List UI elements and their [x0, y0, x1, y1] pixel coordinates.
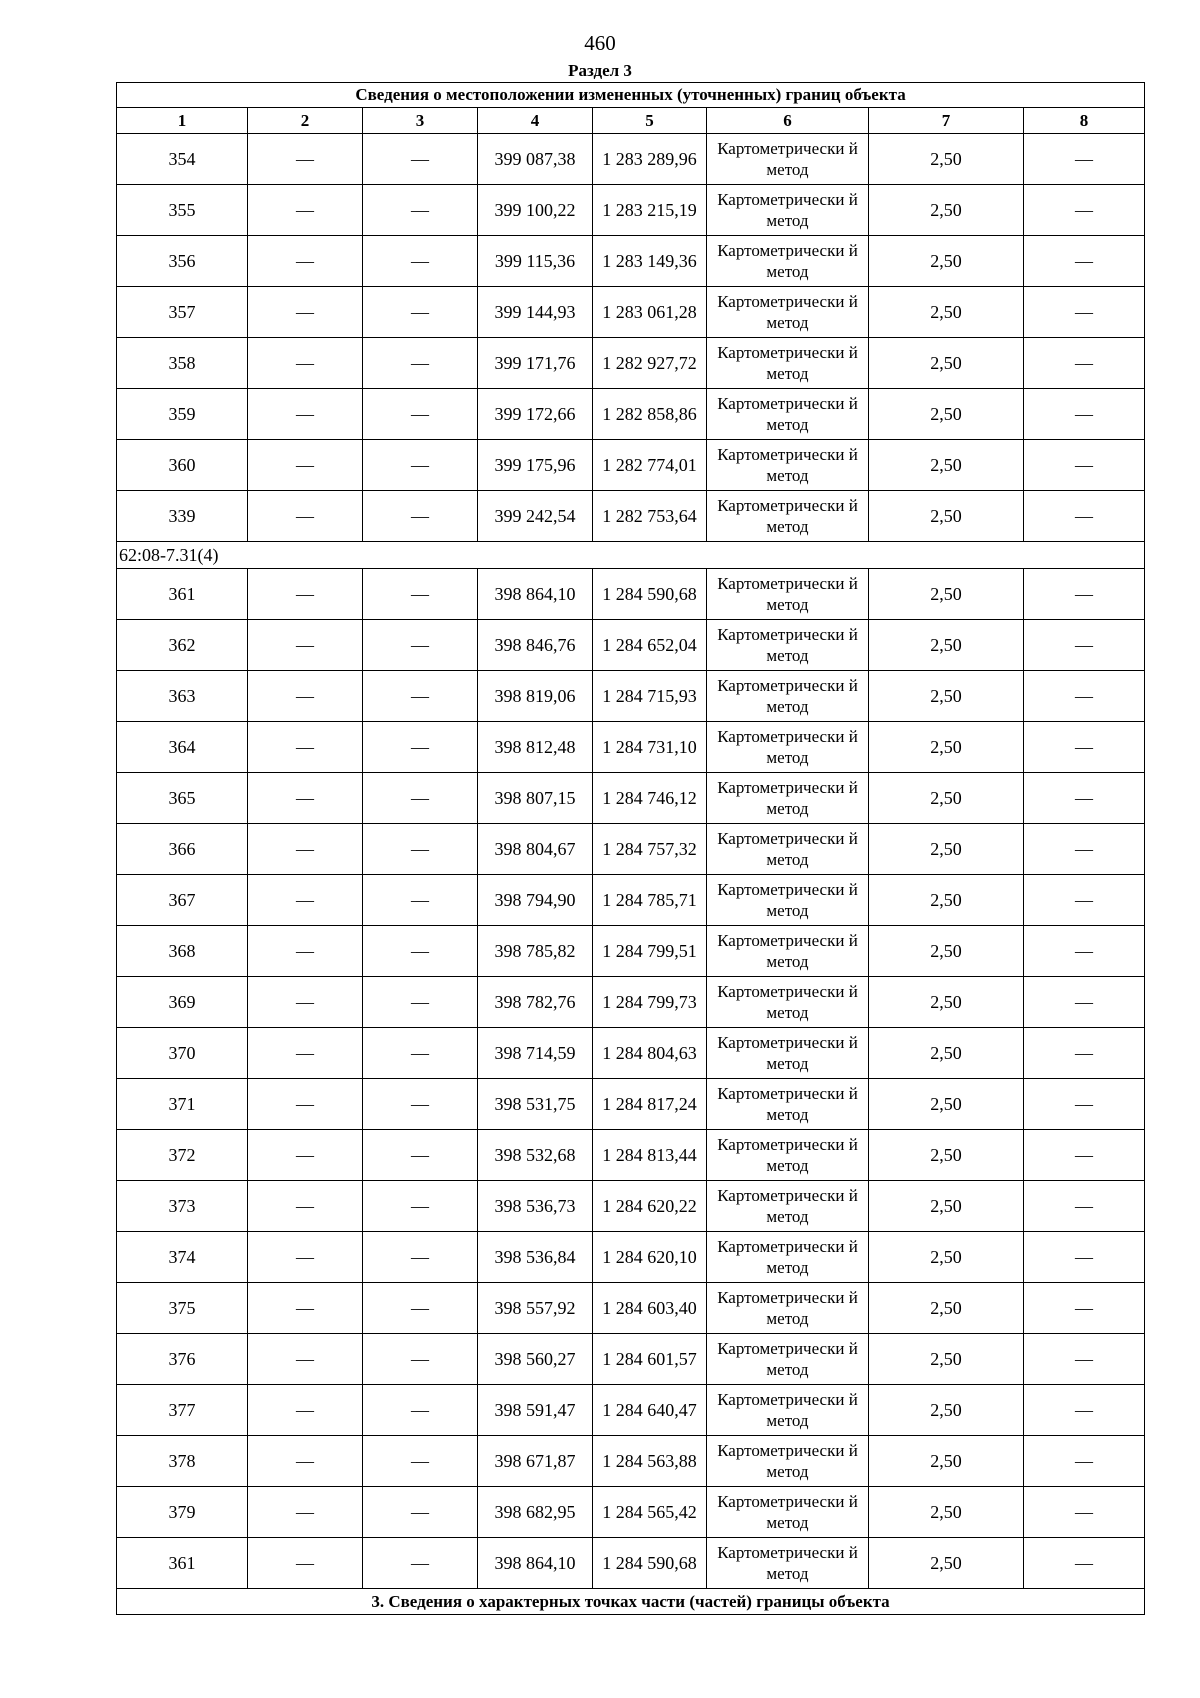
- point-number-cell: 375: [117, 1283, 248, 1334]
- y-coordinate-cell: 1 284 799,51: [593, 926, 707, 977]
- x-coordinate-cell: 398 864,10: [478, 569, 593, 620]
- column-number: 6: [707, 108, 869, 134]
- column-8-cell: —: [1024, 236, 1145, 287]
- column-8-cell: —: [1024, 338, 1145, 389]
- y-coordinate-cell: 1 284 601,57: [593, 1334, 707, 1385]
- y-coordinate-cell: 1 284 785,71: [593, 875, 707, 926]
- x-coordinate-cell: 398 864,10: [478, 1538, 593, 1589]
- method-cell: Картометрически й метод: [707, 773, 869, 824]
- column-8-cell: —: [1024, 440, 1145, 491]
- column-2-cell: —: [248, 569, 363, 620]
- point-number-cell: 376: [117, 1334, 248, 1385]
- y-coordinate-cell: 1 283 149,36: [593, 236, 707, 287]
- column-8-cell: —: [1024, 1487, 1145, 1538]
- table-row: [117, 185, 1145, 236]
- method-cell: Картометрически й метод: [707, 1079, 869, 1130]
- column-3-cell: —: [363, 389, 478, 440]
- method-cell: Картометрически й метод: [707, 671, 869, 722]
- table-row: [117, 977, 1145, 1028]
- point-number-cell: 365: [117, 773, 248, 824]
- column-3-cell: —: [363, 491, 478, 542]
- accuracy-cell: 2,50: [869, 1079, 1024, 1130]
- column-3-cell: —: [363, 620, 478, 671]
- y-coordinate-cell: 1 284 804,63: [593, 1028, 707, 1079]
- y-coordinate-cell: 1 282 753,64: [593, 491, 707, 542]
- boundary-coordinates-table: [116, 82, 1145, 1615]
- method-cell: Картометрически й метод: [707, 569, 869, 620]
- point-number-cell: 373: [117, 1181, 248, 1232]
- column-2-cell: —: [248, 1487, 363, 1538]
- column-8-cell: —: [1024, 1079, 1145, 1130]
- column-2-cell: —: [248, 134, 363, 185]
- table-caption-row: [117, 83, 1145, 108]
- point-number-cell: 362: [117, 620, 248, 671]
- column-2-cell: —: [248, 824, 363, 875]
- column-2-cell: —: [248, 185, 363, 236]
- column-2-cell: —: [248, 1130, 363, 1181]
- x-coordinate-cell: 399 242,54: [478, 491, 593, 542]
- column-2-cell: —: [248, 338, 363, 389]
- x-coordinate-cell: 398 671,87: [478, 1436, 593, 1487]
- y-coordinate-cell: 1 284 731,10: [593, 722, 707, 773]
- x-coordinate-cell: 398 782,76: [478, 977, 593, 1028]
- accuracy-cell: 2,50: [869, 491, 1024, 542]
- column-2-cell: —: [248, 926, 363, 977]
- accuracy-cell: 2,50: [869, 1436, 1024, 1487]
- y-coordinate-cell: 1 282 858,86: [593, 389, 707, 440]
- accuracy-cell: 2,50: [869, 287, 1024, 338]
- table-row: [117, 875, 1145, 926]
- y-coordinate-cell: 1 284 746,12: [593, 773, 707, 824]
- accuracy-cell: 2,50: [869, 722, 1024, 773]
- method-cell: Картометрически й метод: [707, 824, 869, 875]
- column-3-cell: —: [363, 1079, 478, 1130]
- column-8-cell: —: [1024, 287, 1145, 338]
- y-coordinate-cell: 1 284 603,40: [593, 1283, 707, 1334]
- column-2-cell: —: [248, 1385, 363, 1436]
- method-cell: Картометрически й метод: [707, 1130, 869, 1181]
- x-coordinate-cell: 399 175,96: [478, 440, 593, 491]
- column-8-cell: —: [1024, 185, 1145, 236]
- point-number-cell: 361: [117, 569, 248, 620]
- column-3-cell: —: [363, 1436, 478, 1487]
- accuracy-cell: 2,50: [869, 1130, 1024, 1181]
- column-8-cell: —: [1024, 824, 1145, 875]
- table-row: [117, 1334, 1145, 1385]
- column-2-cell: —: [248, 1283, 363, 1334]
- parcel-group-row: [117, 542, 1145, 569]
- column-8-cell: —: [1024, 1385, 1145, 1436]
- table-row: [117, 134, 1145, 185]
- y-coordinate-cell: 1 284 715,93: [593, 671, 707, 722]
- accuracy-cell: 2,50: [869, 926, 1024, 977]
- method-cell: Картометрически й метод: [707, 1538, 869, 1589]
- column-3-cell: —: [363, 1334, 478, 1385]
- x-coordinate-cell: 398 846,76: [478, 620, 593, 671]
- table-row: [117, 1436, 1145, 1487]
- column-8-cell: —: [1024, 1334, 1145, 1385]
- accuracy-cell: 2,50: [869, 389, 1024, 440]
- column-2-cell: —: [248, 287, 363, 338]
- table-row: [117, 569, 1145, 620]
- method-cell: Картометрически й метод: [707, 1487, 869, 1538]
- column-3-cell: —: [363, 1538, 478, 1589]
- accuracy-cell: 2,50: [869, 185, 1024, 236]
- column-8-cell: —: [1024, 1232, 1145, 1283]
- column-2-cell: —: [248, 722, 363, 773]
- column-number: 8: [1024, 108, 1145, 134]
- column-2-cell: —: [248, 773, 363, 824]
- column-number-row: [117, 108, 1145, 134]
- table-row: [117, 1385, 1145, 1436]
- column-3-cell: —: [363, 1028, 478, 1079]
- column-3-cell: —: [363, 773, 478, 824]
- column-3-cell: —: [363, 1181, 478, 1232]
- method-cell: Картометрически й метод: [707, 491, 869, 542]
- method-cell: Картометрически й метод: [707, 338, 869, 389]
- y-coordinate-cell: 1 284 563,88: [593, 1436, 707, 1487]
- column-3-cell: —: [363, 1130, 478, 1181]
- point-number-cell: 369: [117, 977, 248, 1028]
- column-8-cell: —: [1024, 671, 1145, 722]
- point-number-cell: 372: [117, 1130, 248, 1181]
- y-coordinate-cell: 1 284 813,44: [593, 1130, 707, 1181]
- point-number-cell: 366: [117, 824, 248, 875]
- y-coordinate-cell: 1 282 774,01: [593, 440, 707, 491]
- accuracy-cell: 2,50: [869, 440, 1024, 491]
- column-number: 5: [593, 108, 707, 134]
- page-number: 460: [584, 31, 616, 55]
- section-title: Раздел 3: [568, 61, 632, 80]
- accuracy-cell: 2,50: [869, 620, 1024, 671]
- y-coordinate-cell: 1 284 620,10: [593, 1232, 707, 1283]
- y-coordinate-cell: 1 284 590,68: [593, 1538, 707, 1589]
- table-row: [117, 1232, 1145, 1283]
- x-coordinate-cell: 399 171,76: [478, 338, 593, 389]
- point-number-cell: 363: [117, 671, 248, 722]
- method-cell: Картометрически й метод: [707, 1436, 869, 1487]
- table-row: [117, 236, 1145, 287]
- column-8-cell: —: [1024, 569, 1145, 620]
- table-caption: Сведения о местоположении измененных (уточненных) границ объекта: [117, 83, 1145, 108]
- column-3-cell: —: [363, 926, 478, 977]
- column-8-cell: —: [1024, 926, 1145, 977]
- accuracy-cell: 2,50: [869, 977, 1024, 1028]
- point-number-cell: 371: [117, 1079, 248, 1130]
- column-3-cell: —: [363, 824, 478, 875]
- accuracy-cell: 2,50: [869, 875, 1024, 926]
- column-8-cell: —: [1024, 620, 1145, 671]
- accuracy-cell: 2,50: [869, 134, 1024, 185]
- column-number: 7: [869, 108, 1024, 134]
- y-coordinate-cell: 1 283 061,28: [593, 287, 707, 338]
- point-number-cell: 356: [117, 236, 248, 287]
- point-number-cell: 357: [117, 287, 248, 338]
- column-8-cell: —: [1024, 875, 1145, 926]
- point-number-cell: 378: [117, 1436, 248, 1487]
- column-number: 3: [363, 108, 478, 134]
- accuracy-cell: 2,50: [869, 1181, 1024, 1232]
- column-3-cell: —: [363, 1232, 478, 1283]
- column-8-cell: —: [1024, 491, 1145, 542]
- y-coordinate-cell: 1 282 927,72: [593, 338, 707, 389]
- column-3-cell: —: [363, 1385, 478, 1436]
- column-2-cell: —: [248, 1538, 363, 1589]
- accuracy-cell: 2,50: [869, 1232, 1024, 1283]
- method-cell: Картометрически й метод: [707, 875, 869, 926]
- column-8-cell: —: [1024, 977, 1145, 1028]
- column-2-cell: —: [248, 1028, 363, 1079]
- table-row: [117, 1487, 1145, 1538]
- column-2-cell: —: [248, 620, 363, 671]
- x-coordinate-cell: 398 714,59: [478, 1028, 593, 1079]
- column-8-cell: —: [1024, 134, 1145, 185]
- accuracy-cell: 2,50: [869, 1487, 1024, 1538]
- accuracy-cell: 2,50: [869, 1028, 1024, 1079]
- accuracy-cell: 2,50: [869, 1334, 1024, 1385]
- point-number-cell: 367: [117, 875, 248, 926]
- table-row: [117, 287, 1145, 338]
- column-8-cell: —: [1024, 773, 1145, 824]
- table-row: [117, 1181, 1145, 1232]
- point-number-cell: 364: [117, 722, 248, 773]
- y-coordinate-cell: 1 284 757,32: [593, 824, 707, 875]
- accuracy-cell: 2,50: [869, 1283, 1024, 1334]
- x-coordinate-cell: 399 115,36: [478, 236, 593, 287]
- accuracy-cell: 2,50: [869, 338, 1024, 389]
- method-cell: Картометрически й метод: [707, 1232, 869, 1283]
- table-footer-heading: 3. Сведения о характерных точках части (частей) границы объекта: [117, 1589, 1145, 1615]
- point-number-cell: 358: [117, 338, 248, 389]
- accuracy-cell: 2,50: [869, 773, 1024, 824]
- table-row: [117, 338, 1145, 389]
- accuracy-cell: 2,50: [869, 824, 1024, 875]
- y-coordinate-cell: 1 284 799,73: [593, 977, 707, 1028]
- y-coordinate-cell: 1 284 565,42: [593, 1487, 707, 1538]
- column-2-cell: —: [248, 1334, 363, 1385]
- column-number: 4: [478, 108, 593, 134]
- column-number: 1: [117, 108, 248, 134]
- table-row: [117, 722, 1145, 773]
- point-number-cell: 368: [117, 926, 248, 977]
- accuracy-cell: 2,50: [869, 671, 1024, 722]
- column-3-cell: —: [363, 1487, 478, 1538]
- method-cell: Картометрически й метод: [707, 1385, 869, 1436]
- y-coordinate-cell: 1 283 215,19: [593, 185, 707, 236]
- point-number-cell: 361: [117, 1538, 248, 1589]
- point-number-cell: 370: [117, 1028, 248, 1079]
- table-row: [117, 671, 1145, 722]
- column-3-cell: —: [363, 440, 478, 491]
- column-3-cell: —: [363, 134, 478, 185]
- column-2-cell: —: [248, 875, 363, 926]
- table-row: [117, 1538, 1145, 1589]
- x-coordinate-cell: 399 100,22: [478, 185, 593, 236]
- column-3-cell: —: [363, 338, 478, 389]
- table-footer-row: [117, 1589, 1145, 1615]
- column-3-cell: —: [363, 1283, 478, 1334]
- column-2-cell: —: [248, 440, 363, 491]
- column-2-cell: —: [248, 1181, 363, 1232]
- column-3-cell: —: [363, 287, 478, 338]
- column-8-cell: —: [1024, 389, 1145, 440]
- y-coordinate-cell: 1 284 620,22: [593, 1181, 707, 1232]
- column-2-cell: —: [248, 1232, 363, 1283]
- point-number-cell: 359: [117, 389, 248, 440]
- table-row: [117, 1079, 1145, 1130]
- column-8-cell: —: [1024, 1130, 1145, 1181]
- accuracy-cell: 2,50: [869, 1385, 1024, 1436]
- x-coordinate-cell: 398 560,27: [478, 1334, 593, 1385]
- column-2-cell: —: [248, 1079, 363, 1130]
- x-coordinate-cell: 398 536,84: [478, 1232, 593, 1283]
- method-cell: Картометрически й метод: [707, 1181, 869, 1232]
- column-2-cell: —: [248, 1436, 363, 1487]
- method-cell: Картометрически й метод: [707, 620, 869, 671]
- x-coordinate-cell: 398 794,90: [478, 875, 593, 926]
- accuracy-cell: 2,50: [869, 569, 1024, 620]
- point-number-cell: 354: [117, 134, 248, 185]
- x-coordinate-cell: 398 804,67: [478, 824, 593, 875]
- method-cell: Картометрически й метод: [707, 440, 869, 491]
- table-row: [117, 926, 1145, 977]
- x-coordinate-cell: 399 172,66: [478, 389, 593, 440]
- x-coordinate-cell: 398 807,15: [478, 773, 593, 824]
- x-coordinate-cell: 398 557,92: [478, 1283, 593, 1334]
- method-cell: Картометрически й метод: [707, 389, 869, 440]
- x-coordinate-cell: 398 532,68: [478, 1130, 593, 1181]
- x-coordinate-cell: 398 531,75: [478, 1079, 593, 1130]
- column-2-cell: —: [248, 389, 363, 440]
- table-row: [117, 491, 1145, 542]
- method-cell: Картометрически й метод: [707, 977, 869, 1028]
- table-row: [117, 1130, 1145, 1181]
- point-number-cell: 379: [117, 1487, 248, 1538]
- x-coordinate-cell: 398 682,95: [478, 1487, 593, 1538]
- table-row: [117, 1283, 1145, 1334]
- table-row: [117, 824, 1145, 875]
- y-coordinate-cell: 1 284 590,68: [593, 569, 707, 620]
- method-cell: Картометрически й метод: [707, 722, 869, 773]
- y-coordinate-cell: 1 284 817,24: [593, 1079, 707, 1130]
- method-cell: Картометрически й метод: [707, 287, 869, 338]
- x-coordinate-cell: 398 819,06: [478, 671, 593, 722]
- method-cell: Картометрически й метод: [707, 134, 869, 185]
- accuracy-cell: 2,50: [869, 1538, 1024, 1589]
- column-number: 2: [248, 108, 363, 134]
- column-2-cell: —: [248, 671, 363, 722]
- y-coordinate-cell: 1 284 640,47: [593, 1385, 707, 1436]
- method-cell: Картометрически й метод: [707, 236, 869, 287]
- table-row: [117, 1028, 1145, 1079]
- method-cell: Картометрически й метод: [707, 1283, 869, 1334]
- column-3-cell: —: [363, 185, 478, 236]
- point-number-cell: 360: [117, 440, 248, 491]
- point-number-cell: 377: [117, 1385, 248, 1436]
- table-body: [117, 83, 1145, 1615]
- column-2-cell: —: [248, 977, 363, 1028]
- x-coordinate-cell: 398 536,73: [478, 1181, 593, 1232]
- column-8-cell: —: [1024, 1283, 1145, 1334]
- x-coordinate-cell: 399 087,38: [478, 134, 593, 185]
- column-3-cell: —: [363, 875, 478, 926]
- x-coordinate-cell: 398 812,48: [478, 722, 593, 773]
- column-8-cell: —: [1024, 1028, 1145, 1079]
- method-cell: Картометрически й метод: [707, 185, 869, 236]
- table-row: [117, 389, 1145, 440]
- point-number-cell: 374: [117, 1232, 248, 1283]
- column-2-cell: —: [248, 236, 363, 287]
- column-8-cell: —: [1024, 1538, 1145, 1589]
- parcel-group-label: 62:08-7.31(4): [117, 542, 1145, 569]
- column-3-cell: —: [363, 722, 478, 773]
- x-coordinate-cell: 399 144,93: [478, 287, 593, 338]
- column-3-cell: —: [363, 569, 478, 620]
- point-number-cell: 339: [117, 491, 248, 542]
- point-number-cell: 355: [117, 185, 248, 236]
- column-2-cell: —: [248, 491, 363, 542]
- x-coordinate-cell: 398 591,47: [478, 1385, 593, 1436]
- method-cell: Картометрически й метод: [707, 926, 869, 977]
- accuracy-cell: 2,50: [869, 236, 1024, 287]
- table-row: [117, 620, 1145, 671]
- method-cell: Картометрически й метод: [707, 1028, 869, 1079]
- table-row: [117, 773, 1145, 824]
- column-3-cell: —: [363, 977, 478, 1028]
- table-row: [117, 440, 1145, 491]
- method-cell: Картометрически й метод: [707, 1334, 869, 1385]
- column-8-cell: —: [1024, 1436, 1145, 1487]
- column-8-cell: —: [1024, 722, 1145, 773]
- column-8-cell: —: [1024, 1181, 1145, 1232]
- column-3-cell: —: [363, 671, 478, 722]
- y-coordinate-cell: 1 283 289,96: [593, 134, 707, 185]
- column-3-cell: —: [363, 236, 478, 287]
- y-coordinate-cell: 1 284 652,04: [593, 620, 707, 671]
- x-coordinate-cell: 398 785,82: [478, 926, 593, 977]
